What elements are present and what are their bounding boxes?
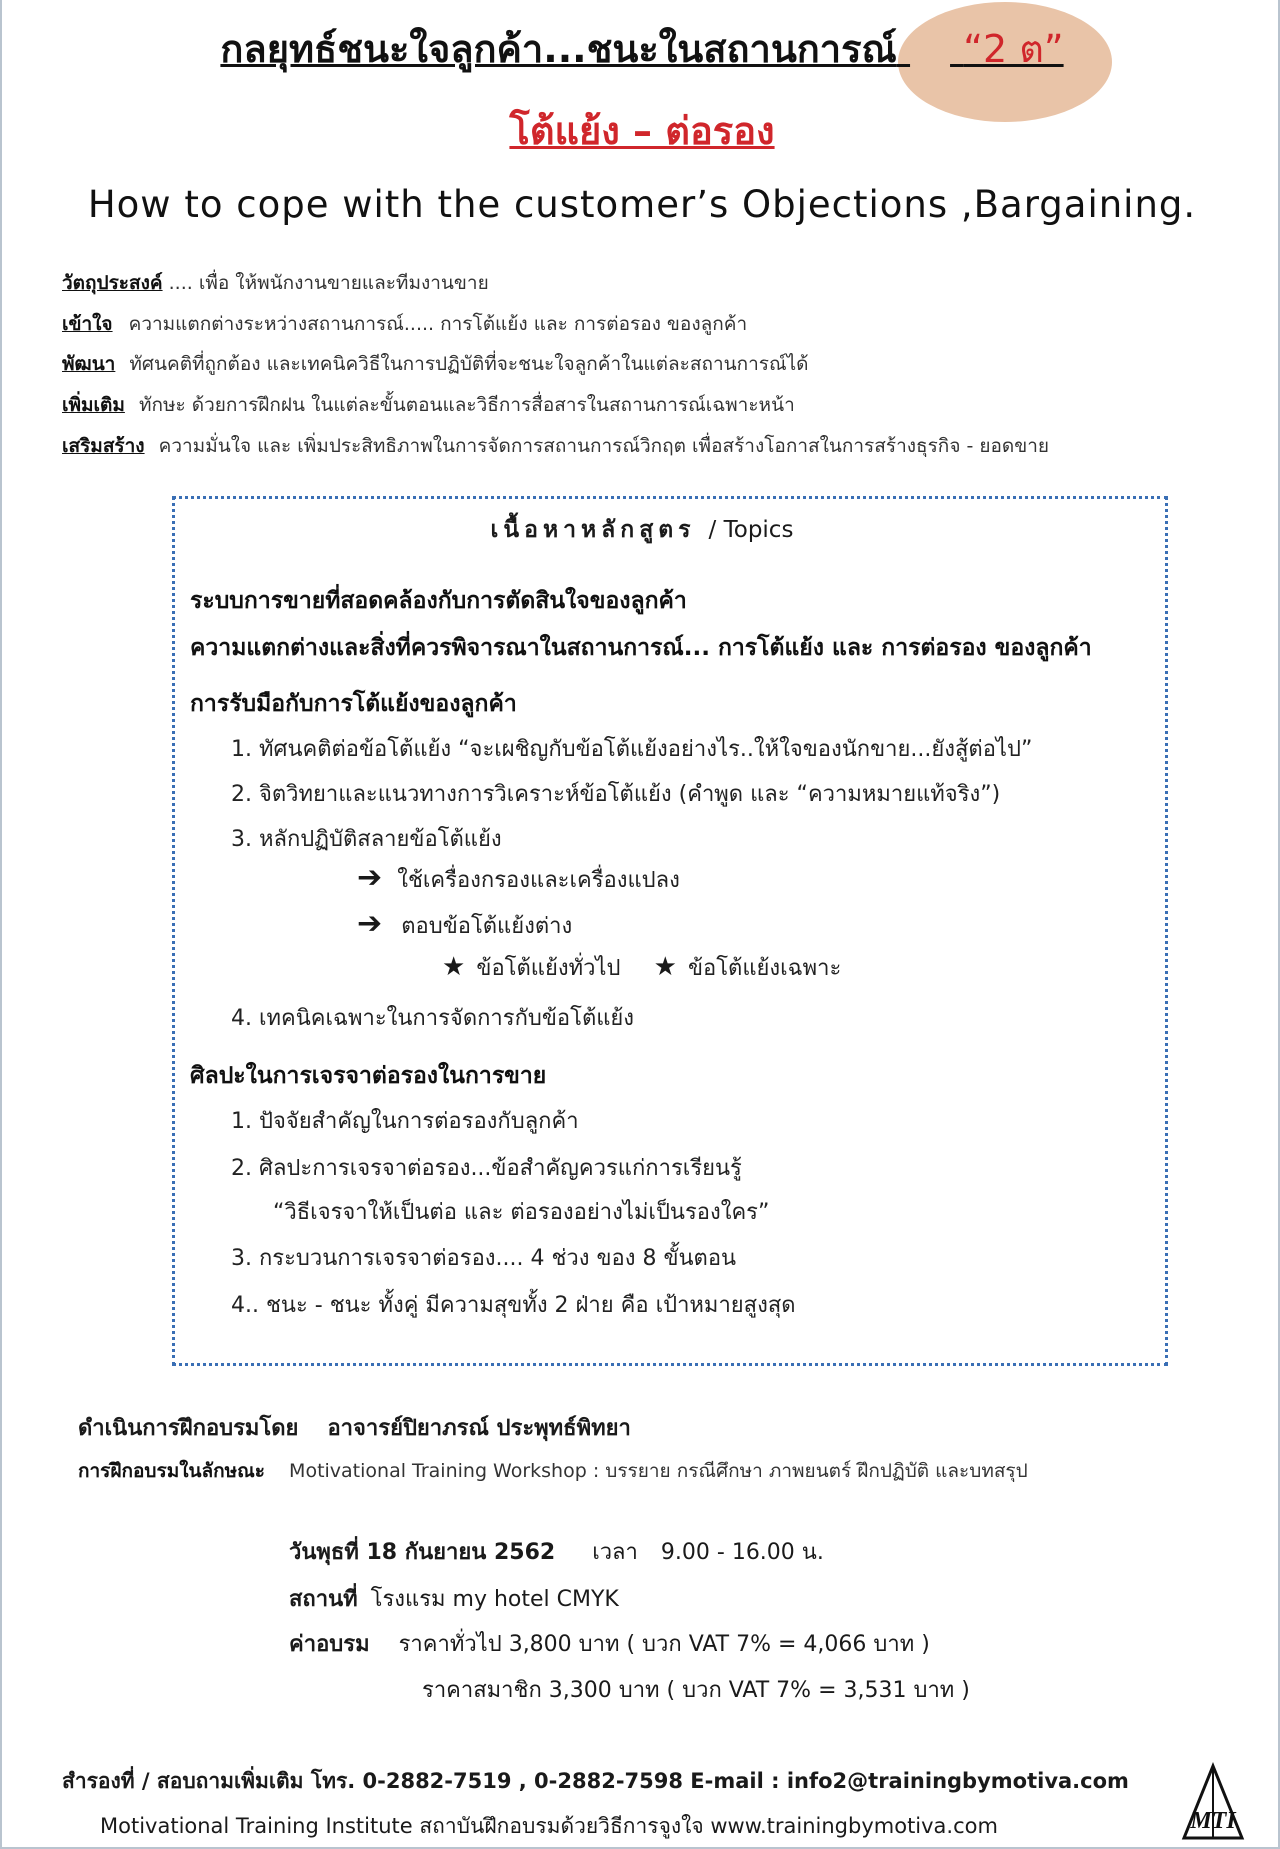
list-item: 3. กระบวนการเจรจาต่อรอง.... 4 ช่วง ของ 8 ขั้นตอน [231,1246,737,1271]
star-icon: ★ [442,952,466,982]
title-highlight: “2 ต” [963,27,1064,71]
list-item: 4. เทคนิคเฉพาะในการจัดการกับข้อโต้แย้ง [231,1006,635,1031]
sub-item: ➔ ใช้เครื่องกรองและเครื่องแปลง [357,860,680,895]
time-value: 9.00 - 16.00 น. [660,1540,824,1565]
mti-logo [1180,1762,1246,1842]
trainer-line [78,1410,631,1445]
date-line [289,1534,824,1569]
title-main: กลยุทธ์ชนะใจลูกค้า...ชนะในสถานการณ์ [220,27,897,71]
format-line [78,1456,1028,1486]
contact-line: สำรองที่ / สอบถามเพิ่มเติม โทร. 0-2882-7519 , 0-2882-7598 E-mail : info2@trainingbymotiva.com [62,1769,1129,1793]
subtitle: โต้แย้ง – ต่อรอง [509,109,775,153]
list-item: 1. ปัจจัยสำคัญในการต่อรองกับลูกค้า [231,1109,579,1134]
svg-text:MTI: MTI [1190,1808,1236,1834]
topics-box [172,496,1168,1366]
list-item-quote: “วิธีเจรจาให้เป็นต่อ และ ต่อรองอย่างไม่เป็นรองใคร” [273,1200,770,1225]
list-item: 2. ศิลปะการเจรจาต่อรอง...ข้อสำคัญควรแก่การเรียนรู้ [231,1156,742,1181]
list-item: 1. ทัศนคติต่อข้อโต้แย้ง “จะเผชิญกับข้อโต้แย้งอย่างไร..ให้ใจของนักขาย...ยังสู้ต่อไป” [231,737,1033,762]
format-value: Motivational Training Workshop : บรรยาย กรณีศึกษา ภาพยนตร์ ฝึกปฏิบัติ และบทสรุป [289,1460,1028,1482]
trainer-label: ดำเนินการฝึกอบรมโดย [78,1416,299,1441]
star-icon: ★ [653,952,677,982]
fee-line [289,1626,930,1661]
time-label: เวลา [592,1540,638,1565]
english-title: How to cope with the customer’s Objections ,Bargaining. [87,183,1197,226]
objective-line: เข้าใจ ความแตกต่างระหว่างสถานการณ์..... การโต้แย้ง และ การต่อรอง ของลูกค้า [62,313,748,335]
sub-item: ➔ ตอบข้อโต้แย้งต่าง [357,906,573,941]
section-title: การรับมือกับการโต้แย้งของลูกค้า [190,691,517,717]
objective-line: วัตถุประสงค์ .... เพื่อ ให้พนักงานขายและทีมงานขาย [62,272,489,294]
list-item: 3. หลักปฏิบัติสลายข้อโต้แย้ง [231,827,502,852]
section-title: ศิลปะในการเจรจาต่อรองในการขาย [190,1063,547,1089]
date: วันพุธที่ 18 กันยายน 2562 [289,1540,556,1565]
list-item: 4.. ชนะ - ชนะ ทั้งคู่ มีความสุขทั้ง 2 ฝ่าย คือ เป้าหมายสูงสุด [231,1293,796,1318]
venue-value: โรงแรม my hotel CMYK [370,1587,619,1612]
format-label: การฝึกอบรมในลักษณะ [78,1460,265,1482]
topics-intro: ระบบการขายที่สอดคล้องกับการตัดสินใจของลูกค้า [190,588,687,614]
venue-label: สถานที่ [289,1587,358,1612]
fee-general: ราคาทั่วไป 3,800 บาท ( บวก VAT 7% = 4,066 บาท ) [398,1632,930,1657]
arrow-right-icon: ➔ [357,860,383,895]
topics-heading: เนื้อหาหลักสูตร / Topics [490,517,794,543]
star-items: ★ ข้อโต้แย้งทั่วไป ★ ข้อโต้แย้งเฉพาะ [442,952,842,982]
objective-line: เพิ่มเติม ทักษะ ด้วยการฝึกฝน ในแต่ละขั้นตอนและวิธีการสื่อสารในสถานการณ์เฉพาะหน้า [62,394,795,416]
objective-line: พัฒนา ทัศนคติที่ถูกต้อง และเทคนิควิธีในการปฏิบัติที่จะชนะใจลูกค้าในแต่ละสถานการณ์ได้ [62,353,809,375]
page-title [2,18,1280,79]
topics-intro: ความแตกต่างและสิ่งที่ควรพิจารณาในสถานการณ์... การโต้แย้ง และ การต่อรอง ของลูกค้า [190,635,1092,661]
fee-member: ราคาสมาชิก 3,300 บาท ( บวก VAT 7% = 3,531 บาท ) [422,1678,970,1703]
trainer-name: อาจารย์ปิยาภรณ์ ประพุทธ์พิทยา [327,1416,631,1441]
objective-line: เสริมสร้าง ความมั่นใจ และ เพิ่มประสิทธิภาพในการจัดการสถานการณ์วิกฤต เพื่อสร้างโอกาสในการสร้างธุรกิจ - ยอดขาย [62,435,1050,457]
list-item: 2. จิตวิทยาและแนวทางการวิเคราะห์ข้อโต้แย้ง (คำพูด และ “ความหมายแท้จริง”) [231,782,1001,807]
arrow-right-icon: ➔ [357,906,383,941]
venue-line [289,1581,619,1616]
institute-line: Motivational Training Institute สถาบันฝึกอบรมด้วยวิธีการจูงใจ www.trainingbymotiva.com [100,1814,998,1838]
fee-label: ค่าอบรม [289,1632,370,1657]
